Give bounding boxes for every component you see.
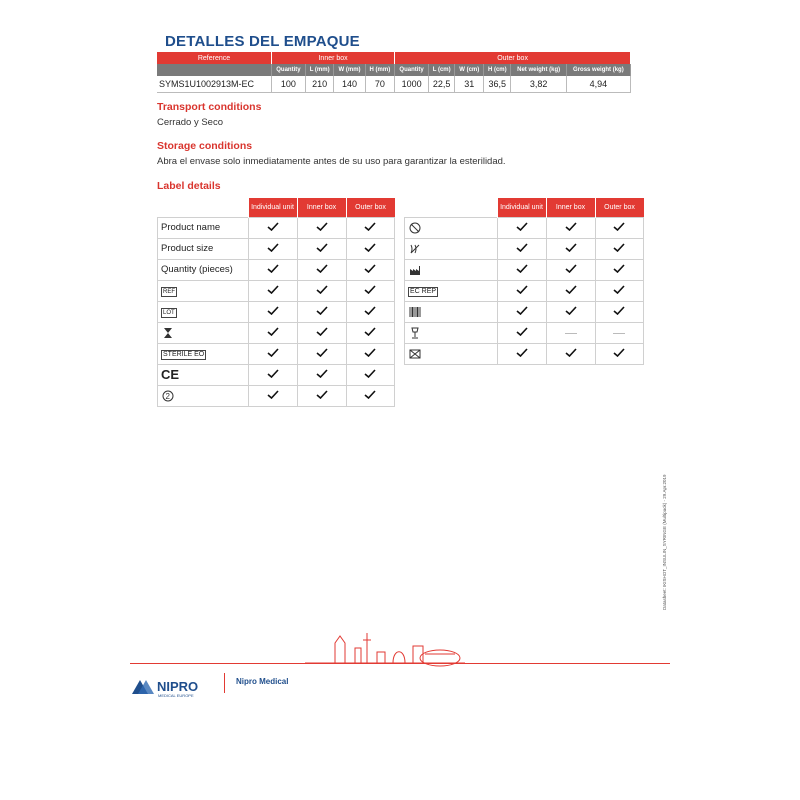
- label-row: [158, 364, 395, 385]
- label-check-cell: [297, 280, 346, 301]
- label-check-cell: [346, 259, 395, 280]
- label-row: [405, 259, 644, 280]
- check-icon: [516, 286, 528, 296]
- label-row: [405, 280, 644, 301]
- label-check-cell: [497, 217, 546, 238]
- inner-subheader: L (mm): [305, 64, 334, 76]
- label-row: [405, 217, 644, 238]
- label-check-cell: [346, 238, 395, 259]
- label-table-right: [404, 198, 644, 365]
- label-check-cell: [546, 217, 595, 238]
- label-row: [158, 343, 395, 364]
- check-icon: [516, 244, 528, 254]
- outer-subheader: L (cm): [428, 64, 454, 76]
- ec-rep-icon: EC REP: [410, 287, 437, 295]
- check-icon: [316, 349, 328, 359]
- outer-subheader: H (cm): [484, 64, 511, 76]
- label-check-cell: [248, 322, 297, 343]
- label-row-symbol: [405, 343, 498, 364]
- label-row-symbol: [158, 322, 249, 343]
- label-check-cell: [497, 280, 546, 301]
- label-row-name: Product name: [158, 217, 249, 238]
- label-check-cell: [297, 259, 346, 280]
- check-icon: [516, 328, 528, 338]
- check-icon: [267, 223, 279, 233]
- manufacturer-icon: [408, 264, 422, 276]
- label-check-cell: [248, 343, 297, 364]
- inner-box-header: Inner box: [272, 52, 395, 64]
- label-row: [158, 385, 395, 406]
- label-row-symbol: [405, 322, 498, 343]
- do-not-resterilize-icon: [408, 222, 422, 234]
- label-row: [158, 259, 395, 280]
- lot-symbol-icon: LOT: [163, 309, 175, 316]
- label-check-cell: [497, 259, 546, 280]
- check-icon: [364, 391, 376, 401]
- label-row: [158, 217, 395, 238]
- dash-icon: [565, 333, 577, 334]
- check-icon: [267, 307, 279, 317]
- label-row-symbol: [158, 280, 249, 301]
- label-details-heading: Label details: [157, 180, 221, 192]
- label-col-header: Outer box: [595, 198, 644, 217]
- label-check-cell: [546, 259, 595, 280]
- check-icon: [565, 349, 577, 359]
- check-icon: [316, 370, 328, 380]
- label-check-cell: [595, 238, 644, 259]
- inner-subheader: H (mm): [365, 64, 395, 76]
- label-row-symbol: [158, 385, 249, 406]
- check-icon: [516, 265, 528, 275]
- check-icon: [316, 391, 328, 401]
- check-icon: [267, 244, 279, 254]
- check-icon: [267, 265, 279, 275]
- label-check-cell: [346, 322, 395, 343]
- label-row: [405, 322, 644, 343]
- label-check-cell: [595, 217, 644, 238]
- check-icon: [613, 286, 625, 296]
- check-icon: [267, 391, 279, 401]
- reference-value: SYMS1U1002913M-EC: [157, 76, 272, 93]
- outer-subheader: W (cm): [455, 64, 484, 76]
- label-check-cell: [297, 217, 346, 238]
- check-icon: [316, 244, 328, 254]
- check-icon: [316, 307, 328, 317]
- label-check-cell: [346, 385, 395, 406]
- check-icon: [267, 328, 279, 338]
- storage-heading: Storage conditions: [157, 140, 253, 152]
- label-check-cell: [297, 301, 346, 322]
- label-check-cell: [248, 238, 297, 259]
- label-check-cell: [248, 259, 297, 280]
- ref-symbol-icon: REF: [163, 288, 175, 295]
- label-check-cell: [346, 301, 395, 322]
- inner-value: 70: [365, 76, 395, 93]
- label-row: [158, 280, 395, 301]
- check-icon: [364, 328, 376, 338]
- svg-text:MEDICAL EUROPE: MEDICAL EUROPE: [158, 693, 194, 698]
- svg-text:2: 2: [165, 391, 170, 401]
- label-check-cell: [346, 280, 395, 301]
- check-icon: [364, 286, 376, 296]
- check-icon: [267, 370, 279, 380]
- label-check-cell: [546, 301, 595, 322]
- label-table-left: [157, 198, 395, 407]
- svg-text:NIPRO: NIPRO: [157, 679, 199, 694]
- label-check-cell: [248, 280, 297, 301]
- label-col-header: Outer box: [346, 198, 395, 217]
- label-check-cell: [346, 343, 395, 364]
- check-icon: [316, 328, 328, 338]
- label-row: [405, 343, 644, 364]
- footer-illustration-icon: [305, 628, 465, 668]
- label-check-cell: [297, 385, 346, 406]
- check-icon: [613, 223, 625, 233]
- inner-value: 100: [272, 76, 306, 93]
- label-row-symbol: [158, 301, 249, 322]
- label-row: [405, 301, 644, 322]
- reference-subheader: [157, 64, 272, 76]
- fragile-icon: [408, 327, 422, 339]
- label-check-cell: [297, 322, 346, 343]
- outer-value: 4,94: [566, 76, 630, 93]
- label-check-cell: [595, 343, 644, 364]
- label-check-cell: [248, 364, 297, 385]
- label-col-header: Individual unit: [248, 198, 297, 217]
- check-icon: [364, 265, 376, 275]
- label-check-cell: [248, 385, 297, 406]
- label-check-cell: [297, 238, 346, 259]
- label-check-cell: [497, 322, 546, 343]
- check-icon: [613, 244, 625, 254]
- check-icon: [364, 349, 376, 359]
- check-icon: [364, 307, 376, 317]
- label-header-blank: [405, 198, 498, 217]
- label-row-symbol: [405, 238, 498, 259]
- label-row-symbol: [405, 280, 498, 301]
- footer-divider: [130, 663, 670, 664]
- barcode-icon: [408, 306, 422, 318]
- outer-subheader: Quantity: [395, 64, 429, 76]
- label-col-header: Individual unit: [497, 198, 546, 217]
- outer-box-header: Outer box: [395, 52, 631, 64]
- reference-header: Reference: [157, 52, 272, 64]
- transport-text: Cerrado y Seco: [157, 117, 224, 128]
- label-row: [158, 322, 395, 343]
- inner-value: 210: [305, 76, 334, 93]
- label-check-cell: [595, 301, 644, 322]
- label-check-cell: [595, 322, 644, 343]
- label-check-cell: [346, 364, 395, 385]
- label-check-cell: [248, 217, 297, 238]
- label-check-cell: [546, 343, 595, 364]
- check-icon: [613, 349, 625, 359]
- check-icon: [316, 286, 328, 296]
- expiry-hourglass-icon: [161, 327, 175, 339]
- ce-mark-icon: CE: [161, 367, 180, 382]
- check-icon: [316, 223, 328, 233]
- check-icon: [565, 265, 577, 275]
- label-check-cell: [497, 238, 546, 259]
- check-icon: [316, 265, 328, 275]
- outer-value: 36,5: [484, 76, 511, 93]
- check-icon: [364, 370, 376, 380]
- non-pyrogenic-icon: [408, 243, 422, 255]
- label-check-cell: [546, 322, 595, 343]
- outer-value: 1000: [395, 76, 429, 93]
- check-icon: [565, 307, 577, 317]
- inner-subheader: Quantity: [272, 64, 306, 76]
- check-icon: [516, 307, 528, 317]
- footer-separator: [224, 673, 225, 693]
- label-check-cell: [297, 364, 346, 385]
- label-row: [158, 238, 395, 259]
- label-check-cell: [546, 238, 595, 259]
- page-title: DETALLES DEL EMPAQUE: [165, 33, 360, 50]
- label-row: [405, 238, 644, 259]
- check-icon: [516, 349, 528, 359]
- check-icon: [565, 244, 577, 254]
- label-col-header: Inner box: [546, 198, 595, 217]
- check-icon: [613, 265, 625, 275]
- check-icon: [267, 349, 279, 359]
- outer-value: 22,5: [428, 76, 454, 93]
- label-row-symbol: [158, 343, 249, 364]
- check-icon: [613, 307, 625, 317]
- label-header-blank: [158, 198, 249, 217]
- label-check-cell: [497, 301, 546, 322]
- label-check-cell: [248, 301, 297, 322]
- outer-subheader: Gross weight (kg): [566, 64, 630, 76]
- label-check-cell: [546, 280, 595, 301]
- inner-value: 140: [334, 76, 365, 93]
- inner-subheader: W (mm): [334, 64, 365, 76]
- do-not-use-if-damaged-icon: [408, 348, 422, 360]
- outer-subheader: Net weight (kg): [511, 64, 566, 76]
- packaging-table: [157, 52, 631, 93]
- brand-name: Nipro Medical: [236, 677, 289, 686]
- check-icon: [565, 286, 577, 296]
- label-row-name: Product size: [158, 238, 249, 259]
- label-row-symbol: [405, 259, 498, 280]
- label-check-cell: [346, 217, 395, 238]
- label-check-cell: [595, 280, 644, 301]
- label-row-name: Quantity (pieces): [158, 259, 249, 280]
- check-icon: [267, 286, 279, 296]
- check-icon: [364, 223, 376, 233]
- check-icon: [516, 223, 528, 233]
- transport-heading: Transport conditions: [157, 101, 262, 113]
- dash-icon: [613, 333, 625, 334]
- sterile-eo-icon: STERILE EO: [163, 350, 205, 358]
- do-not-reuse-icon: [161, 390, 175, 402]
- label-check-cell: [297, 343, 346, 364]
- storage-text: Abra el envase solo inmediatamente antes de su uso para garantizar la esterilidad.: [157, 156, 506, 167]
- outer-value: 3,82: [511, 76, 566, 93]
- side-note: Datasheet: IKISHOT_INSULIN_SYRINGE (Multipack) - 29.Apr.2019: [662, 474, 667, 610]
- label-row-symbol: [405, 301, 498, 322]
- outer-value: 31: [455, 76, 484, 93]
- label-row: [158, 301, 395, 322]
- label-row-symbol: [158, 364, 249, 385]
- check-icon: [565, 223, 577, 233]
- label-row-symbol: [405, 217, 498, 238]
- label-col-header: Inner box: [297, 198, 346, 217]
- label-check-cell: [595, 259, 644, 280]
- check-icon: [364, 244, 376, 254]
- label-check-cell: [497, 343, 546, 364]
- nipro-logo: [130, 676, 220, 703]
